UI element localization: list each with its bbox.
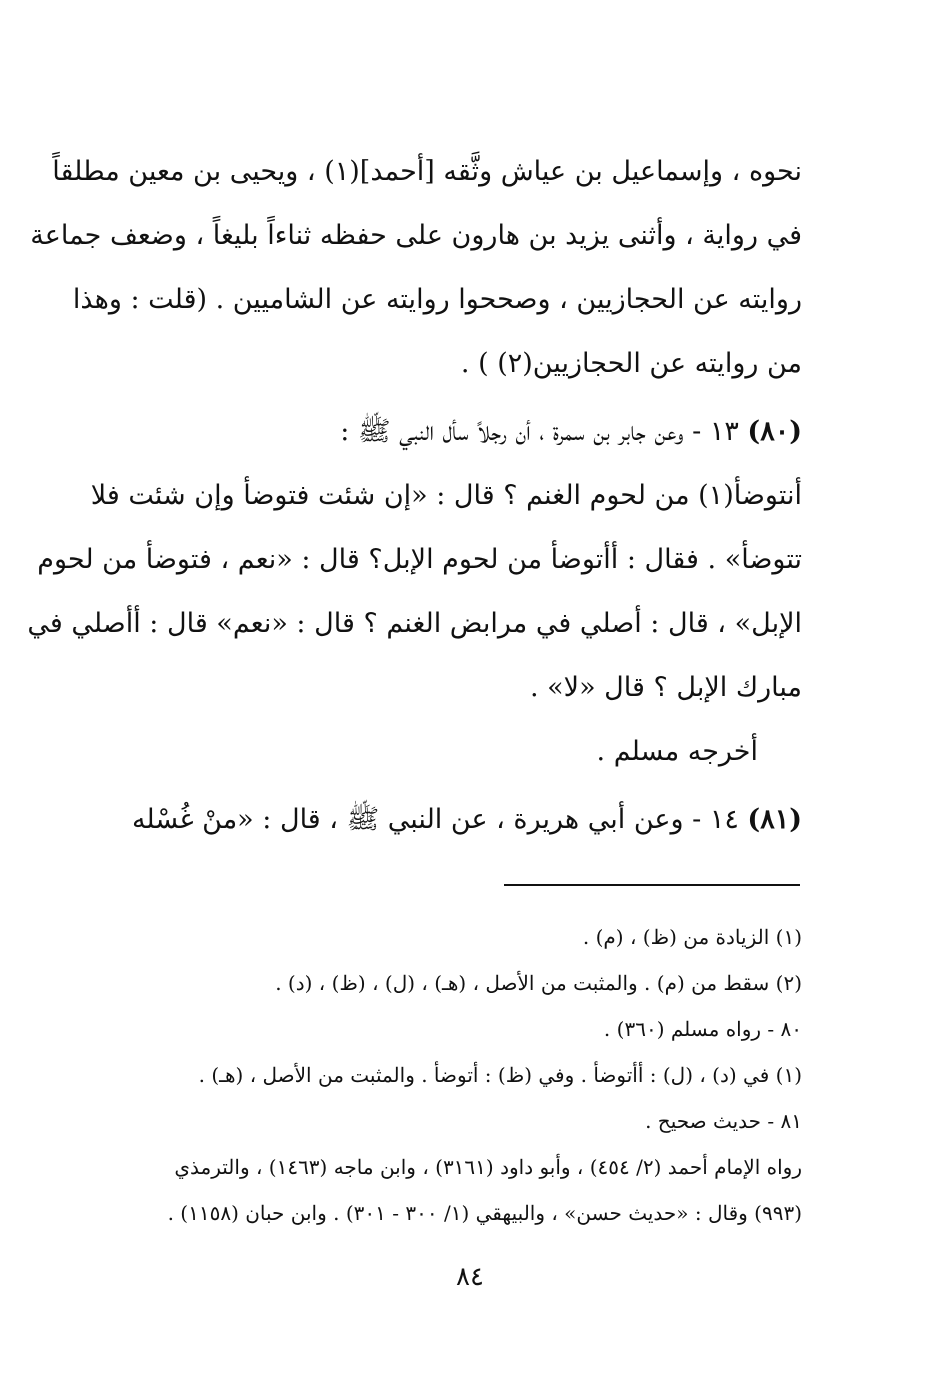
text-line: نحوه ، وإسماعيل بن عياش وثَّقه [أحمد](١) ، ويحيى بن معين مطلقاً <box>52 156 802 187</box>
footnote-line: ٨١ - حديث صحيح . <box>645 1109 802 1133</box>
footnote-line: (١) الزيادة من (ظ) ، (م) . <box>582 925 802 949</box>
main-text <box>27 140 802 852</box>
hadith-80-number: (٨٠) <box>747 416 802 447</box>
hadith-80-first-line <box>84 400 802 464</box>
text-line: مبارك الإبل ؟ قال «لا» . <box>529 672 802 703</box>
hadith-80-text: ١٣ - وعن جابر بن سمرة ، أن رجلاً سأل النبي ﷺ : <box>340 416 748 447</box>
text-line: أنتوضأ(١) من لحوم الغنم ؟ قال : «إن شئت فتوضأ وإن شئت فلا <box>90 480 802 511</box>
footnote-line: (٢) سقط من (م) . والمثبت من الأصل ، (هـ) ، (ل) ، (ظ) ، (د) . <box>275 971 802 995</box>
page-number: ٨٤ <box>456 1262 484 1292</box>
footnote-divider <box>504 884 800 886</box>
text-line: في رواية ، وأثنى يزيد بن هارون على حفظه ثناءاً بليغاً ، وضعف جماعة <box>30 220 802 251</box>
footnotes <box>84 914 802 1236</box>
footnote-line: رواه الإمام أحمد (٢/ ٤٥٤) ، وأبو داود (٣١٦١) ، وابن ماجه (١٤٦٣) ، والترمذي <box>174 1155 802 1179</box>
text-line: الإبل» ، قال : أصلي في مرابض الغنم ؟ قال : «نعم» قال : أأصلي في <box>27 608 802 639</box>
takhrij-line: أخرجه مسلم . <box>596 736 758 767</box>
text-line: من روايته عن الحجازيين(٢) ) . <box>460 348 802 379</box>
footnote-line: (١) في (د) ، (ل) : أأتوضأ . وفي (ظ) : أتوضأ . والمثبت من الأصل ، (هـ) . <box>198 1063 802 1087</box>
hadith-81-number: (٨١) <box>747 804 802 835</box>
hadith-81-text: ١٤ - وعن أبي هريرة ، عن النبي ﷺ ، قال : «منْ غُسْله <box>131 804 748 835</box>
footnote-line: (٩٩٣) وقال : «حديث حسن» ، والبيهقي (١/ ٣٠٠ - ٣٠١) . وابن حبان (١١٥٨) . <box>167 1201 802 1225</box>
footnote-line: ٨٠ - رواه مسلم (٣٦٠) . <box>603 1017 802 1041</box>
hadith-81-first-line <box>84 788 802 852</box>
text-line: تتوضأ» . فقال : أأتوضأ من لحوم الإبل؟ قال : «نعم ، فتوضأ من لحوم <box>37 544 802 575</box>
text-line: روايته عن الحجازيين ، وصححوا روايته عن الشاميين . (قلت : وهذا <box>72 284 802 315</box>
